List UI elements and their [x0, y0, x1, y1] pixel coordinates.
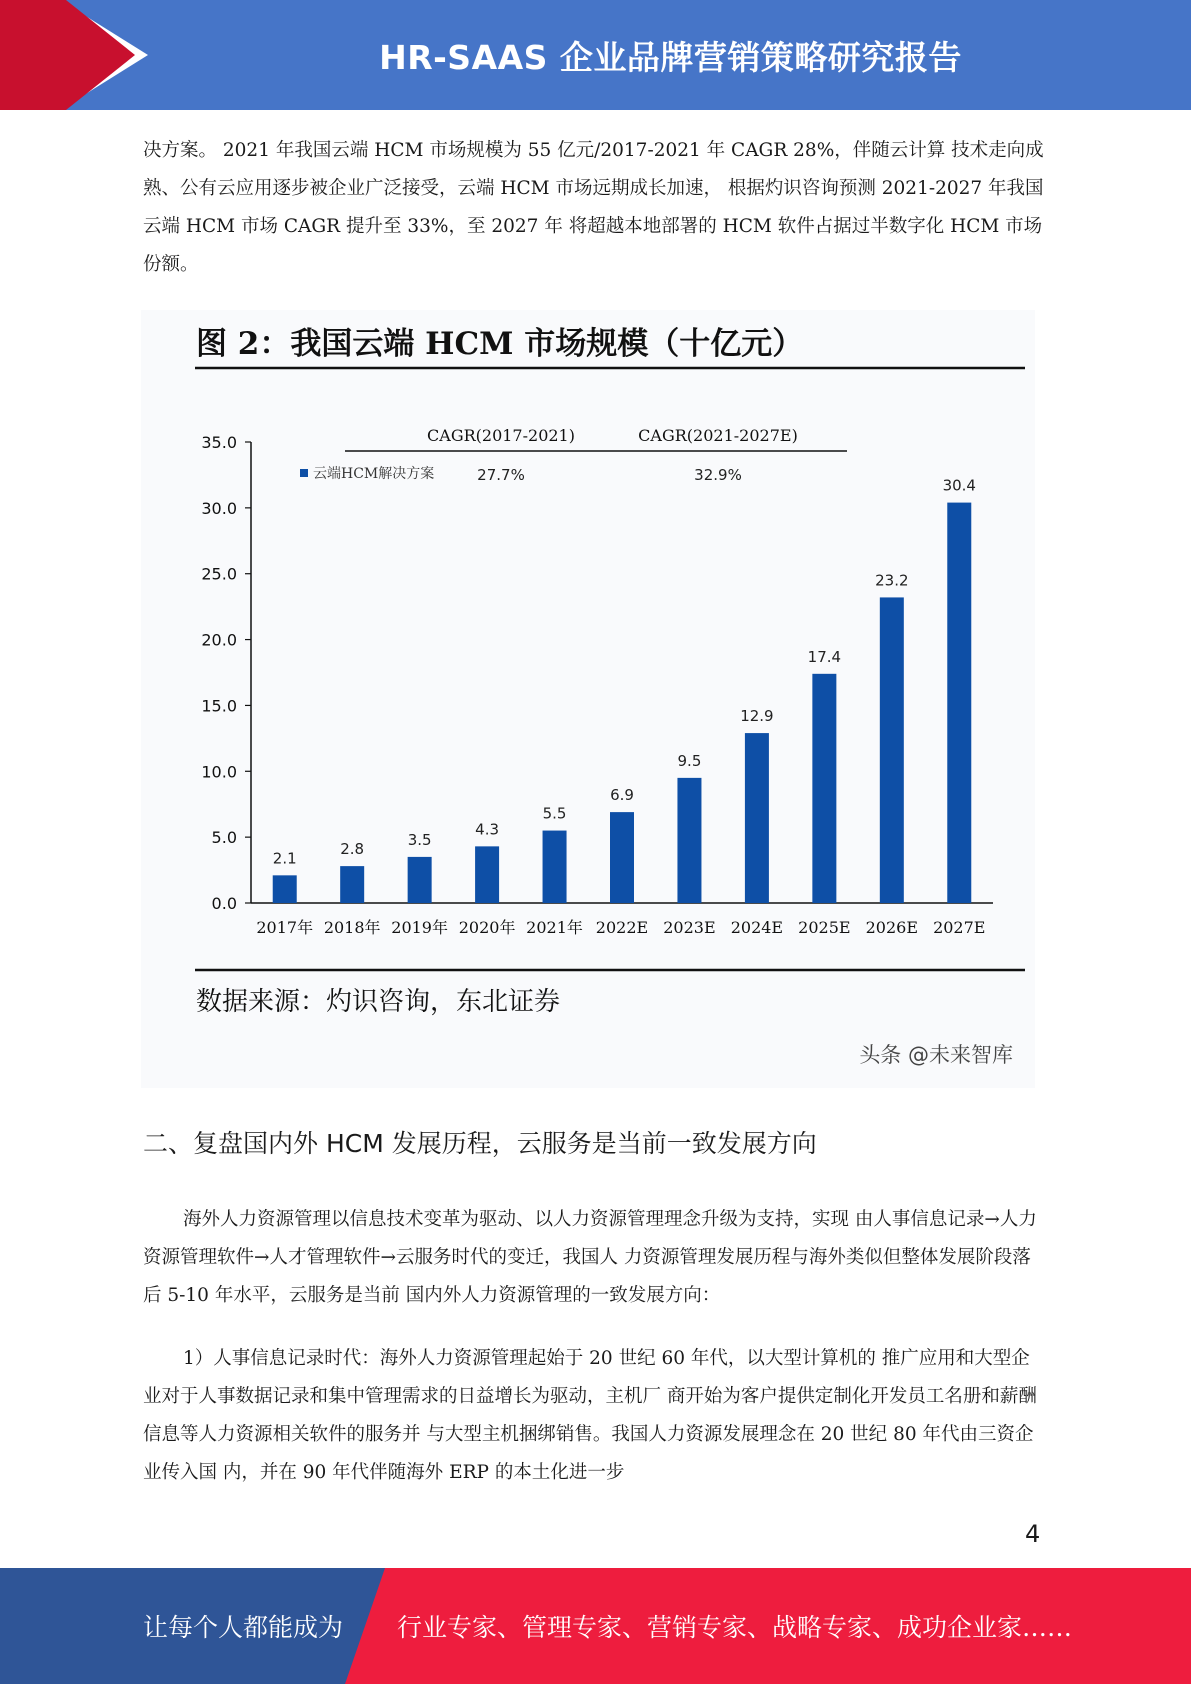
- y-tick-label: 35.0: [201, 433, 237, 452]
- y-tick-label: 15.0: [201, 696, 237, 716]
- x-tick-label: 2027E: [933, 918, 986, 937]
- paragraph-1: 海外人力资源管理以信息技术变革为驱动、以人力资源管理理念升级为支持，实现 由人事信息记录→人力资源管理软件→人才管理软件→云服务时代的变迁，我国人 力资源管理发展历程与海外类似但整体发展阶段落后 5-10 年水平，云服务是当前 国内外人力资源管理的一致发展方向：: [143, 1209, 1037, 1306]
- data-label: 3.5: [407, 830, 432, 849]
- x-tick-label: 2017年: [256, 918, 314, 937]
- header-title: HR-SAAS 企业品牌营销策略研究报告: [379, 37, 962, 77]
- x-tick-label: 2021年: [526, 918, 583, 937]
- bar: [812, 674, 836, 903]
- bar: [677, 778, 701, 903]
- bar: [947, 503, 971, 903]
- bar: [408, 857, 432, 903]
- bar: [880, 597, 904, 903]
- figure: [141, 310, 1035, 1088]
- y-tick-label: 30.0: [201, 498, 237, 518]
- footer-slogan-right: 行业专家、管理专家、营销专家、战略专家、成功企业家……: [397, 1613, 1073, 1642]
- data-label: 4.3: [475, 820, 500, 839]
- y-tick-label: 25.0: [201, 564, 237, 584]
- y-tick-label: 0.0: [211, 894, 237, 913]
- page-number: 4: [1025, 1520, 1041, 1548]
- header-banner: [0, 0, 1191, 110]
- legend-label: 云端HCM解决方案: [313, 466, 435, 482]
- bar: [610, 812, 634, 903]
- footer-slogan-left: 让每个人都能成为: [143, 1613, 344, 1642]
- bar: [340, 866, 364, 903]
- data-label: 2.1: [272, 849, 297, 868]
- intro-paragraph: 决方案。 2021 年我国云端 HCM 市场规模为 55 亿元/2017-2021 年 CAGR 28%，伴随云计算 技术走向成熟、公有云应用逐步被企业广泛接受，云端 HCM 市场远期成长加速， 根据灼识咨询预测 2021-2027 年我国云端 HCM 市场 CAGR 提升至 33%，至 2027 年 将超越本地部署的 HCM 软件占据过半数字化 HCM 市场份额。: [143, 140, 1044, 275]
- y-tick-label: 5.0: [211, 828, 237, 848]
- paragraph-2: 1）人事信息记录时代：海外人力资源管理起始于 20 世纪 60 年代，以大型计算机的 推广应用和大型企业对于人事数据记录和集中管理需求的日益增长为驱动，主机厂 商开始为客户提供定制化开发员工名册和薪酬信息等人力资源相关软件的服务并 与大型主机捆绑销售。我国人力资源发展理念在 20 世纪 80 年代由三资企业传入国 内，并在 90 年代伴随海外 ERP 的本土化进一步: [143, 1348, 1037, 1483]
- header-chevron-icon: [0, 0, 160, 110]
- cagr-value: 27.7%: [477, 466, 525, 484]
- cagr-value: 32.9%: [694, 466, 742, 484]
- data-label: 6.9: [610, 786, 634, 805]
- y-tick-label: 10.0: [201, 762, 237, 782]
- x-tick-label: 2019年: [391, 918, 449, 937]
- chart-plot-area: [201, 426, 993, 937]
- cagr-label: CAGR(2021-2027E): [638, 426, 798, 445]
- watermark: 头条 @未来智库: [859, 1043, 1013, 1067]
- x-tick-label: 2024E: [730, 918, 784, 937]
- bar: [273, 875, 297, 903]
- footer-banner: [0, 1568, 1191, 1684]
- y-tick-label: 20.0: [201, 630, 237, 650]
- data-label: 23.2: [875, 571, 909, 590]
- cagr-label: CAGR(2017-2021): [427, 426, 575, 445]
- x-tick-label: 2026E: [865, 918, 919, 937]
- legend-swatch: [300, 469, 308, 477]
- bar-chart: [141, 310, 1035, 1088]
- data-label: 12.9: [740, 707, 774, 726]
- x-tick-label: 2023E: [663, 918, 716, 937]
- data-label: 2.8: [340, 840, 365, 859]
- x-tick-label: 2022E: [595, 918, 649, 937]
- section-heading: 二、复盘国内外 HCM 发展历程，云服务是当前一致发展方向: [143, 1129, 817, 1158]
- data-label: 17.4: [807, 647, 842, 666]
- bar: [745, 733, 769, 903]
- data-label: 9.5: [677, 751, 702, 770]
- figure-source: 数据来源：灼识咨询，东北证券: [196, 987, 561, 1017]
- figure-title: 图 2：我国云端 HCM 市场规模（十亿元）: [196, 326, 804, 362]
- bar: [475, 846, 499, 903]
- data-label: 30.4: [942, 476, 976, 495]
- x-tick-label: 2018年: [323, 918, 381, 937]
- x-tick-label: 2025E: [798, 918, 851, 937]
- x-tick-label: 2020年: [458, 918, 516, 937]
- bar: [543, 831, 567, 903]
- data-label: 5.5: [542, 804, 567, 823]
